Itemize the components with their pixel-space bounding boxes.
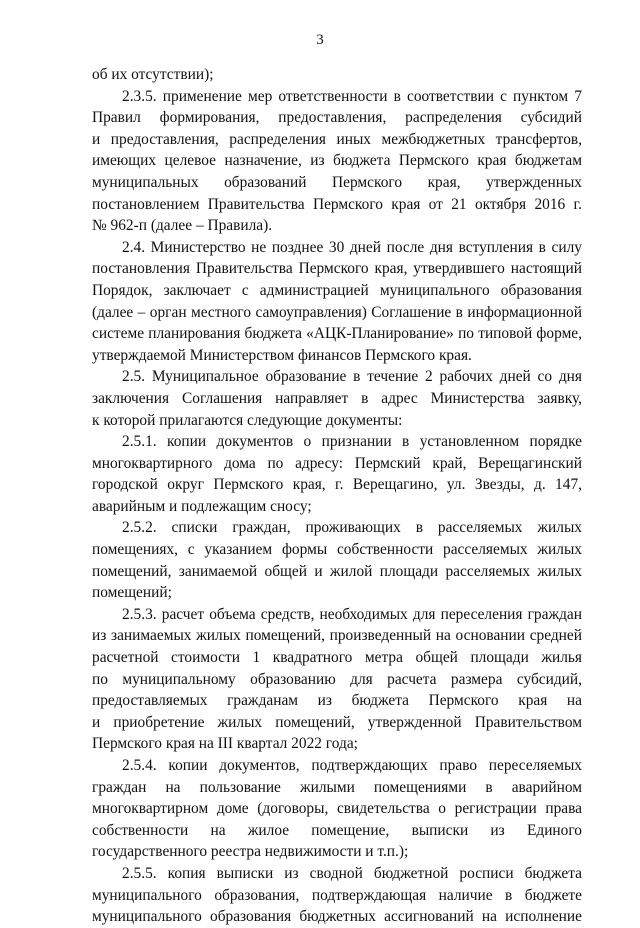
text-line: многоквартирного дома по адресу: Пермский край, Верещагинский bbox=[92, 454, 582, 472]
document-body bbox=[92, 64, 582, 928]
text-line: постановлением Правительства Пермского края от 21 октября 2016 г. bbox=[92, 195, 582, 213]
text-line: муниципальных образований Пермского края, утвержденных bbox=[92, 173, 582, 191]
text-line: заключения Соглашения направляет в адрес Министерства заявку, bbox=[92, 389, 582, 407]
text-line: государственного реестра недвижимости и т.п.); bbox=[92, 843, 409, 861]
text-line: имеющих целевое назначение, из бюджета Пермского края бюджетам bbox=[92, 152, 582, 170]
text-line: 2.5.5. копия выписки из сводной бюджетной росписи бюджета bbox=[122, 864, 582, 882]
text-line: № 962-п (далее – Правила). bbox=[92, 217, 273, 235]
text-line: аварийным и подлежащим сносу; bbox=[92, 497, 312, 515]
text-line: 2.5.2. списки граждан, проживающих в расселяемых жилых bbox=[122, 519, 582, 537]
text-line: 2.5.1. копии документов о признании в установленном порядке bbox=[122, 433, 582, 451]
text-line: системе планирования бюджета «АЦК-Планирование» по типовой форме, bbox=[92, 325, 582, 343]
text-line: 2.5. Муниципальное образование в течение 2 рабочих дней со дня bbox=[122, 368, 582, 386]
text-line: помещений, занимаемой общей и жилой площади расселяемых жилых bbox=[92, 562, 582, 580]
text-line: расчетной стоимости 1 квадратного метра общей площади жилья bbox=[92, 649, 582, 667]
text-line: Порядок, заключает с администрацией муниципального образования bbox=[92, 281, 582, 299]
text-line: помещений; bbox=[92, 584, 172, 602]
text-line: 2.5.4. копии документов, подтверждающих право переселяемых bbox=[122, 757, 582, 774]
text-line: предоставляемых гражданам из бюджета Пермского края на bbox=[92, 692, 582, 710]
text-line: помещениях, с указанием формы собственности расселяемых жилых bbox=[92, 541, 582, 559]
text-line: городской округ Пермского края, г. Верещагино, ул. Звезды, д. 147, bbox=[92, 476, 582, 494]
text-line: из занимаемых жилых помещений, произведенный на основании средней bbox=[92, 627, 582, 645]
text-line: 2.3.5. применение мер ответственности в соответствии с пунктом 7 bbox=[122, 87, 582, 105]
text-line: муниципального образования, подтверждающая наличие в бюджете bbox=[92, 886, 582, 904]
text-line: к которой прилагаются следующие документы: bbox=[92, 411, 403, 429]
text-line: многоквартирном доме (договоры, свидетельства о регистрации права bbox=[92, 800, 582, 818]
page-number: 3 bbox=[316, 32, 324, 48]
text-line: Пермского края на III квартал 2022 года; bbox=[92, 735, 358, 753]
text-line: муниципального образования бюджетных ассигнований на исполнение bbox=[92, 908, 582, 926]
text-line: 2.4. Министерство не позднее 30 дней после дня вступления в силу bbox=[122, 238, 582, 256]
text-line: (далее – орган местного самоуправления) Соглашение в информационной bbox=[92, 303, 582, 321]
text-line: об их отсутствии); bbox=[92, 66, 214, 83]
text-line: собственности на жилое помещение, выписки из Единого bbox=[92, 821, 582, 839]
text-line: и приобретение жилых помещений, утвержденной Правительством bbox=[92, 713, 582, 731]
text-line: Правил формирования, предоставления, распределения субсидий bbox=[92, 109, 582, 127]
text-line: граждан на пользование жилыми помещениями в аварийном bbox=[92, 778, 582, 796]
text-line: и предоставления, распределения иных межбюджетных трансфертов, bbox=[92, 130, 582, 148]
text-line: постановления Правительства Пермского края, утвердившего настоящий bbox=[92, 260, 582, 278]
text-line: по муниципальному образованию для расчета размера субсидий, bbox=[92, 670, 582, 688]
text-line: 2.5.3. расчет объема средств, необходимых для переселения граждан bbox=[122, 605, 582, 623]
text-line: утверждаемой Министерством финансов Пермского края. bbox=[92, 346, 472, 364]
